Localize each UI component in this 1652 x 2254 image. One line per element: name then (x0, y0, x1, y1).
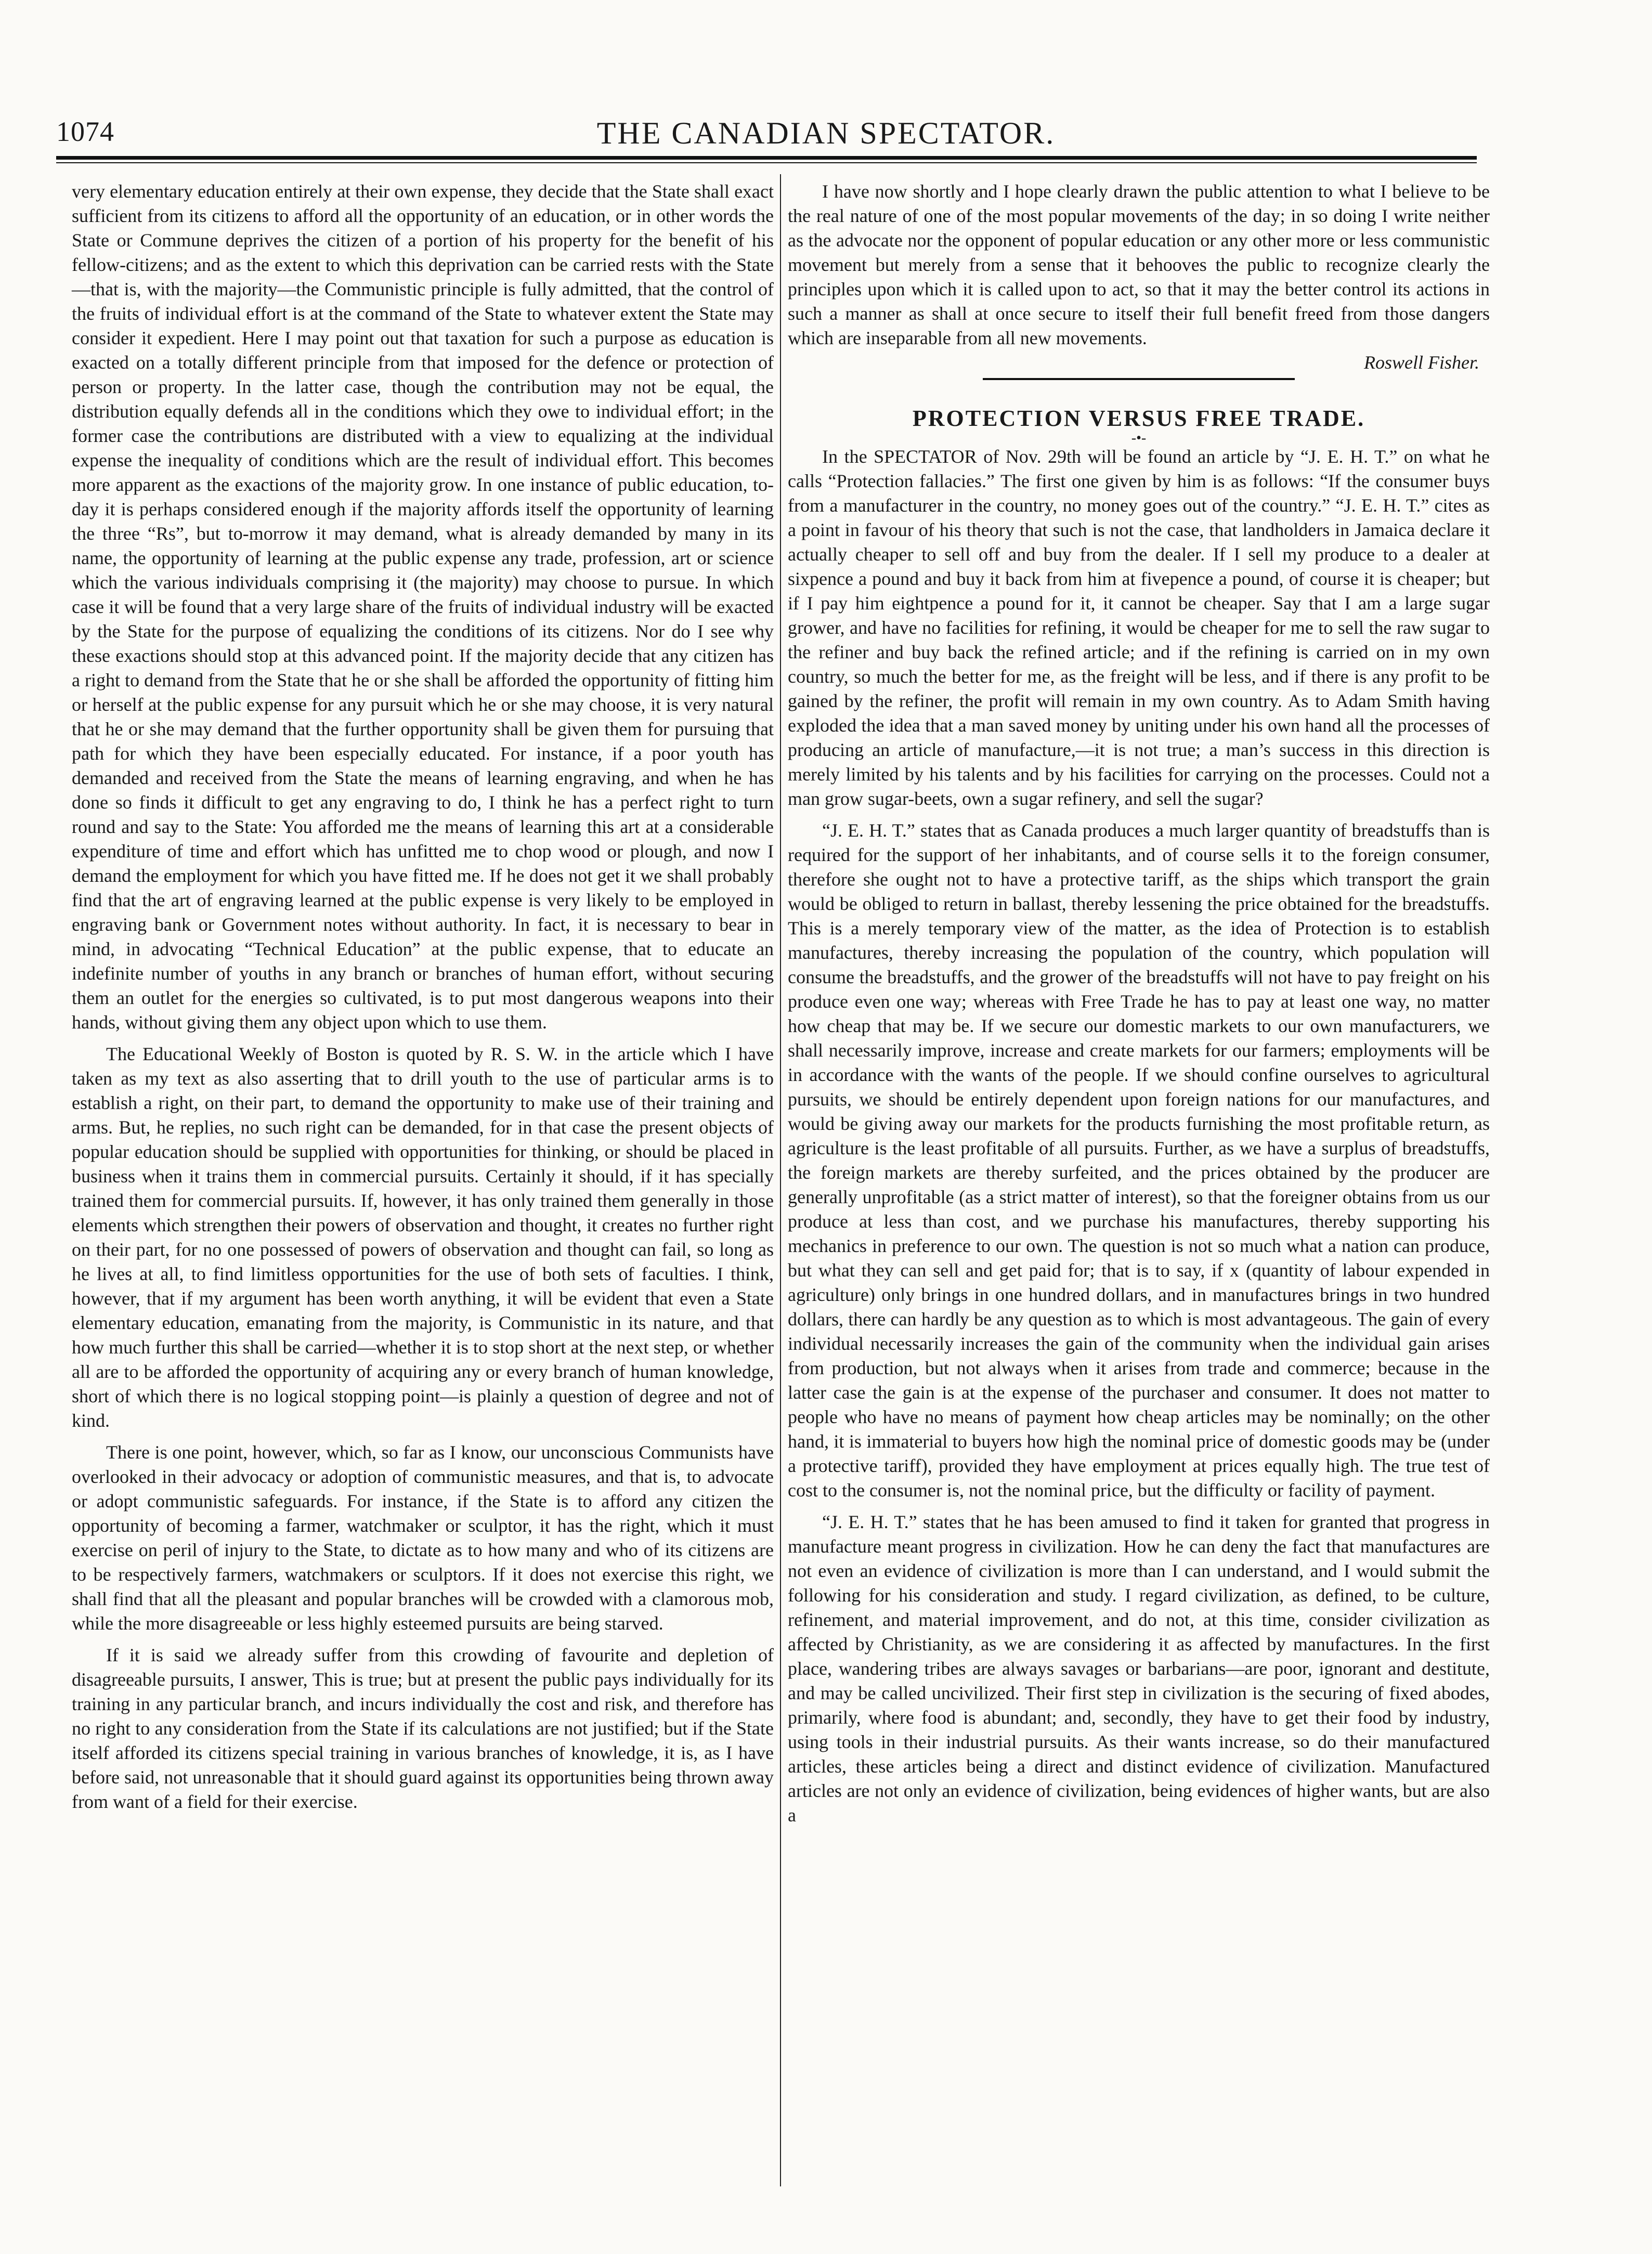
paragraph: “J. E. H. T.” states that he has been amused to find it taken for granted that progress in manufacture meant progress in civilization. How he can deny the fact that manufactures are not even an evidence of civilization is more than I can understand, and I would submit the following for his consideration and study. I regard civilization, as defined, to be culture, refinement, and material improvement, and do not, at this time, consider civilization as affected by Christianity, as we are considering it as affected by manufactures. In the first place, wandering tribes are always savages or barbarians—are poor, ignorant and destitute, and may be called uncivilized. Their first step in civilization is the securing of fixed abodes, primarily, where food is abundant; and, secondly, they have to get their food by industry, using tools in their industrial pursuits. As their wants increase, so do their manufactured articles, these articles being a direct and distinct evidence of civilization. Manufactured articles are not only an evidence of civilization, being evidences of higher wants, but are also a (788, 1512, 1490, 1826)
intro-paragraph: I have now shortly and I hope clearly drawn the public attention to what I believe to be the real nature of one of the most popular movements of the day; in so doing I write neither as the advocate nor the opponent of popular education or any other more or less communistic movement but merely from a sense that it behooves the public to recognize clearly the principles upon which it is called upon to act, so that it may the better control its actions in such a manner as shall at once secure to itself their full benefit freed from those dangers which are inseparable from all new movements. (788, 181, 1490, 348)
paragraph: “J. E. H. T.” states that as Canada produces a much larger quantity of breadstuffs than is required for the support of her inhabitants, and of course sells it to the foreign consumer, therefore she ought not to have a protective tariff, as the ships which transport the grain would be obliged to return in ballast, thereby lessening the price obtained for the breadstuffs. This is a merely temporary view of the matter, as the idea of Protection is to establish manufactures, thereby increasing the population of the country, which population will consume the breadstuffs, and the grower of the breadstuffs will not have to pay freight on his produce even one way; whereas with Free Trade he has to pay at least one way, no matter how cheap that may be. If we secure our domestic markets to our own manufacturers, we shall necessarily improve, increase and create markets for our farmers; employments will be in accordance with the wants of the people. If we should confine ourselves to agricultural pursuits, we should be entirely dependent upon foreign nations for our manufactures, and would be giving away our markets for the products furnishing the most profitable return, as agriculture is the least profitable of all pursuits. Further, as we have a surplus of breadstuffs, the foreign markets are thereby surfeited, and the prices obtained by the producer are generally unprofitable (as a strict matter of interest), so that the foreigner obtains from us our produce at less than cost, and we purchase his manufactures, thereby supporting his mechanics in preference to our own. The question is not so much what a nation can produce, but what they can sell and get paid for; that is to say, if x (quantity of labour expended in agriculture) only brings in one hundred dollars, and in manufactures brings in two hundred dollars, there can hardly be any question as to which is most advantageous. The gain of every individual necessarily increases the gain of the community when the individual gain arises from production, but not always when it arises from trade and commerce; because in the latter case the gain is at the expense of the purchaser and consumer. It does not matter to people who have no means of payment how cheap articles may be nominally; on the other hand, it is immaterial to buyers how high the nominal price of domestic goods may be (under a protective tariff), provided they have employment at prices equally high. The true test of cost to the consumer is, not the nominal price, but the difficulty or facility of payment. (788, 820, 1490, 1501)
author-signature: Roswell Fisher. (1364, 352, 1479, 373)
masthead-rule-thin (56, 162, 1477, 163)
column-divider (780, 174, 781, 2186)
page-number: 1074 (56, 116, 114, 147)
paragraph: There is one point, however, which, so far as I know, our unconscious Communists have overlooked in their advocacy or adoption of communistic measures, and that is, to advocate or adopt communistic safeguards. For instance, if the State is to afford any citizen the opportunity of becoming a farmer, watchmaker or sculptor, it has the right, which it must exercise on peril of injury to the State, to dictate as to how many and who of its citizens are to be respectively farmers, watchmakers or sculptors. If it does not exercise this right, we shall find that all the pleasant and popular branches will be crowded with a clamorous mob, while the more disagreeable or less highly esteemed pursuits are being starved. (72, 1442, 774, 1634)
paragraph: If it is said we already suffer from this crowding of favourite and depletion of disagreeable pursuits, I answer, This is true; but at present the public pays individually for its training in any particular branch, and incurs individually the cost and risk, and therefore has no right to any consideration from the State if its calculations are not justified; but if the State itself afforded its citizens special training in various branches of knowledge, it is, as I have before said, not unreasonable that it should guard against its opportunities being thrown away from want of a field for their exercise. (72, 1645, 774, 1812)
title-ornament: -•- (1131, 430, 1147, 446)
paragraph: The Educational Weekly of Boston is quoted by R. S. W. in the article which I have taken as my text as also asserting that to drill youth to the use of particular arms is to establish a right, on their part, to demand the opportunity to make use of their training and arms. But, he replies, no such right can be demanded, for in that case the present objects of popular education should be supplied with opportunities for thinking, or should be placed in business when it trains them in commercial pursuits. Certainly it should, if it has specially trained them for commercial pursuits. If, however, it has only trained them generally in those elements which strengthen their powers of observation and thought, it creates no further right on their part, for no one possessed of powers of observation and thought can fail, so long as he lives at all, to find limitless opportunities for the use of both sets of faculties. I think, however, that if my argument has been worth anything, it will be evident that even a State elementary education, emanating from the majority, is Communistic in its nature, and that how much further this shall be carried—whether it is to stop short at the next step, or whether all are to be afforded the opportunity of acquiring any or every branch of human knowledge, short of which there is no logical stopping point—is plainly a question of degree and not of kind. (72, 1044, 774, 1431)
paragraph: In the SPECTATOR of Nov. 29th will be found an article by “J. E. H. T.” on what he calls “Protection fallacies.” The first one given by him is as follows: “If the consumer buys from a manufacturer in the country, no money goes out of the country.” “J. E. H. T.” cites as a point in favour of his theory that such is not the case, that landholders in Jamaica declare it actually cheaper to sell off and buy from the dealer. If I sell my produce to a dealer at sixpence a pound and buy it back from him at fivepence a pound, of course it is cheaper; but if I pay him eightpence a pound for it, it cannot be cheaper. Say that I am a large sugar grower, and have no facilities for refining, it would be cheaper for me to sell the raw sugar to the refiner and buy back the refined article; and if the refining is carried on in my own country, so much the better for me, as the freight will be less, and if there is any profit to be gained by the refiner, the profit will remain in my own country. As to Adam Smith having exploded the idea that a man saved money by uniting under his own hand all the processes of producing an article of manufacture,—it is not true; a man’s success in this direction is merely limited by his talents and by his facilities for carrying on the processes. Could not a man grow sugar-beets, own a sugar refinery, and sell the sugar? (788, 446, 1490, 809)
paragraph: very elementary education entirely at their own expense, they decide that the State shall exact sufficient from its citizens to afford all the opportunity of an education, or in other words the State or Commune deprives the citizen of a portion of his property for the benefit of his fellow-citizens; and as the extent to which this deprivation can be carried rests with the State—that is, with the majority—the Communistic principle is fully admitted, that the control of the fruits of individual effort is at the command of the State to whatever extent the State may consider it expedient. Here I may point out that taxation for such a purpose as education is exacted on a totally different principle from that imposed for the defence or protection of person or property. In the latter case, though the contribution may not be equal, the distribution equally defends all in the conditions which they owe to individual effort; in the former case the contributions are distributed with a view to equalizing at the individual expense the inequality of conditions which are the result of individual effort. This becomes more apparent as the exactions of the majority grow. In one instance of public education, to-day it is perhaps considered enough if the majority affords itself the opportunity of learning the three “Rs”, but to-morrow it may demand, what is already demanded by many in its name, the opportunity of learning at the public expense any trade, profession, art or science which the various individuals comprising it (the majority) may choose to pursue. In which case it will be found that a very large share of the fruits of individual industry will be exacted by the State for the purpose of equalizing the conditions of its citizens. Nor do I see why these exactions should stop at this advanced point. If the majority decide that any citizen has a right to demand from the State that he or she shall be afforded the opportunity of fitting him or herself at the public expense for any pursuit which he or she may choose, it is very natural that he or she may demand that the further opportunity shall be given them for pursuing that path for which they have been especially educated. For instance, if a poor youth has demanded and received from the State the means of learning engraving, and when he has done so finds it difficult to get any engraving to do, I think he has a perfect right to turn round and say to the State: You afforded me the means of learning this art at a considerable expenditure of time and effort which has unfitted me to chop wood or plough, and now I demand the employment for which you have fitted me. If he does not get it we shall probably find that the art of engraving learned at the public expense is very likely to be employed in engraving bank or Government notes without authority. In fact, it is necessary to bear in mind, in advocating “Technical Education” at the public expense, that to educate an indefinite number of youths in any branch or branches of human effort, without securing them an outlet for the energies so cultivated, is to put most dangerous weapons into their hands, without giving them any object upon which to use them. (72, 181, 774, 1033)
article-title: PROTECTION VERSUS FREE TRADE. (912, 406, 1365, 431)
masthead-rule-thick (56, 156, 1477, 160)
section-divider-rule (983, 378, 1295, 380)
right-column (788, 179, 1490, 1828)
left-column (72, 179, 774, 1814)
masthead-title: THE CANADIAN SPECTATOR. (596, 116, 1056, 150)
